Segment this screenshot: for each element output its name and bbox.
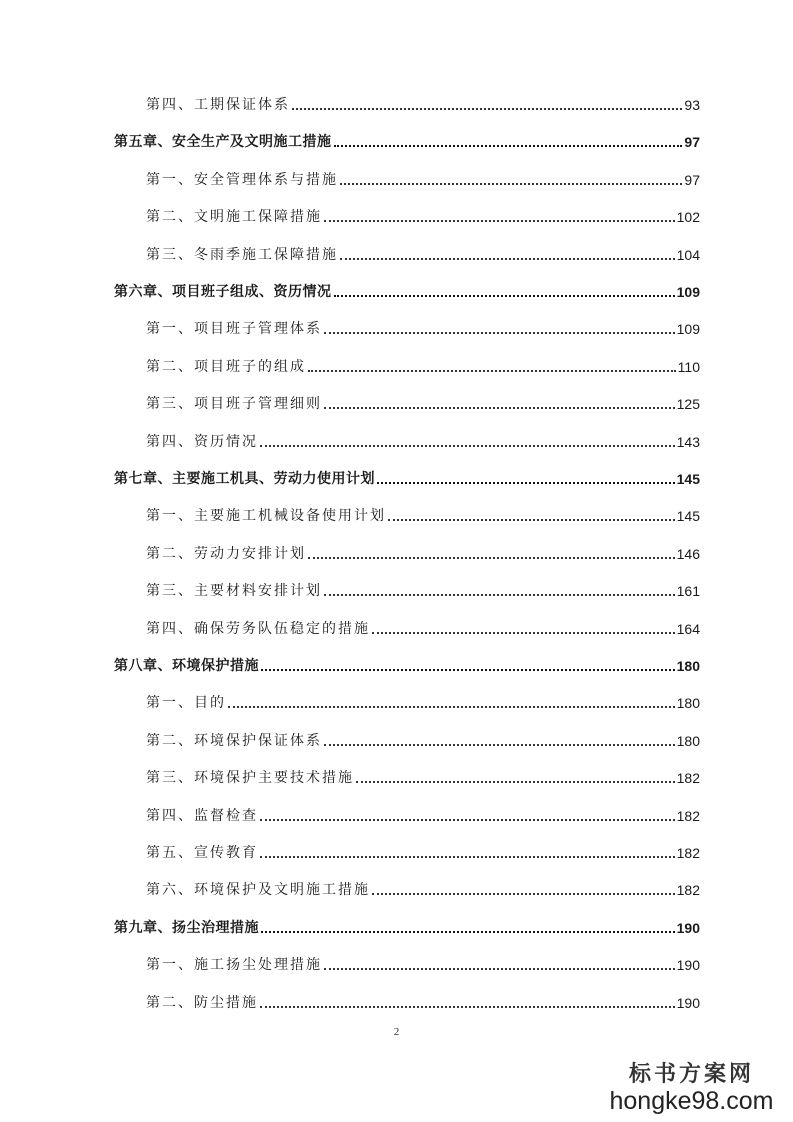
toc-dot-leader [334,295,675,297]
toc-entry-page: 182 [676,808,700,824]
toc-entry-label: 第九章、扬尘治理措施 [114,920,259,936]
toc-entry-page: 109 [676,284,700,300]
toc-entry-label: 第一、安全管理体系与措施 [146,172,338,188]
toc-entry-label: 第七章、主要施工机具、劳动力使用计划 [114,471,375,487]
toc-entry-label: 第五章、安全生产及文明施工措施 [114,134,332,150]
toc-entry-page: 180 [676,695,700,711]
toc-dot-leader [308,557,675,559]
toc-section-entry[interactable] [146,728,700,750]
toc-entry-label: 第一、施工扬尘处理措施 [146,957,322,973]
toc-dot-leader [334,145,683,147]
toc-entry-label: 第一、项目班子管理体系 [146,321,322,337]
toc-entry-page: 161 [676,583,700,599]
toc-entry-label: 第二、防尘措施 [146,995,258,1011]
toc-entry-page: 180 [676,658,700,674]
toc-entry-page: 109 [676,321,700,337]
toc-entry-label: 第一、主要施工机械设备使用计划 [146,508,386,524]
watermark-title: 标书方案网 [628,1061,754,1087]
toc-entry-label: 第二、项目班子的组成 [146,359,306,375]
toc-dot-leader [340,258,675,260]
watermark-url: hongke98.com [609,1087,774,1115]
toc-entry-page: 190 [676,995,700,1011]
toc-section-entry[interactable] [146,316,700,338]
toc-entry-page: 97 [684,134,700,150]
toc-dot-leader [340,183,682,185]
toc-entry-label: 第五、宣传教育 [146,845,258,861]
toc-entry-page: 102 [676,209,700,225]
toc-entry-page: 146 [676,546,700,562]
toc-entry-page: 110 [677,359,700,375]
toc-entry-label: 第一、目的 [146,695,226,711]
toc-section-entry[interactable] [146,952,700,974]
toc-section-entry[interactable] [146,503,700,525]
page-number: 2 [393,1026,400,1038]
toc-entry-label: 第二、环境保护保证体系 [146,733,322,749]
toc-entry-page: 145 [676,471,700,487]
toc-entry-label: 第四、资历情况 [146,434,258,450]
toc-chapter-entry[interactable] [114,279,700,301]
toc-dot-leader [324,407,675,409]
toc-dot-leader [260,819,675,821]
toc-dot-leader [228,706,675,708]
toc-section-entry[interactable] [146,204,700,226]
toc-entry-label: 第八章、环境保护措施 [114,658,259,674]
toc-entry-page: 182 [676,845,700,861]
toc-section-entry[interactable] [146,354,700,376]
toc-section-entry[interactable] [146,92,700,114]
toc-entry-page: 164 [676,621,700,637]
toc-section-entry[interactable] [146,877,700,899]
toc-dot-leader [324,220,675,222]
toc-dot-leader [356,781,675,783]
toc-entry-label: 第三、项目班子管理细则 [146,396,322,412]
toc-entry-page: 190 [676,957,700,973]
toc-dot-leader [324,744,675,746]
toc-dot-leader [372,893,675,895]
toc-section-entry[interactable] [146,578,700,600]
toc-entry-page: 182 [676,770,700,786]
toc-section-entry[interactable] [146,429,700,451]
toc-dot-leader [324,594,675,596]
toc-chapter-entry[interactable] [114,466,700,488]
toc-dot-leader [261,931,675,933]
toc-entry-page: 145 [676,508,700,524]
toc-section-entry[interactable] [146,167,700,189]
toc-entry-page: 180 [676,733,700,749]
toc-entry-label: 第六、环境保护及文明施工措施 [146,882,370,898]
toc-entry-label: 第三、环境保护主要技术措施 [146,770,354,786]
toc-section-entry[interactable] [146,765,700,787]
toc-entry-label: 第四、确保劳务队伍稳定的措施 [146,621,370,637]
toc-chapter-entry[interactable] [114,915,700,937]
toc-entry-page: 182 [676,882,700,898]
toc-section-entry[interactable] [146,690,700,712]
toc-section-entry[interactable] [146,840,700,862]
toc-entry-label: 第二、文明施工保障措施 [146,209,322,225]
toc-chapter-entry[interactable] [114,129,700,151]
toc-section-entry[interactable] [146,242,700,264]
toc-entry-page: 190 [676,920,700,936]
toc-dot-leader [324,968,675,970]
toc-entry-page: 97 [684,172,700,188]
toc-entry-page: 125 [676,396,700,412]
toc-dot-leader [308,370,676,372]
toc-section-entry[interactable] [146,990,700,1012]
toc-entry-label: 第六章、项目班子组成、资历情况 [114,284,332,300]
toc-section-entry[interactable] [146,616,700,638]
toc-chapter-entry[interactable] [114,653,700,675]
toc-entry-label: 第四、工期保证体系 [146,97,290,113]
toc-entry-label: 第四、监督检查 [146,808,258,824]
toc-dot-leader [388,519,675,521]
toc-dot-leader [260,445,675,447]
toc-entry-label: 第二、劳动力安排计划 [146,546,306,562]
toc-dot-leader [292,108,682,110]
toc-dot-leader [260,856,675,858]
toc-entry-page: 104 [676,247,700,263]
toc-entry-page: 93 [684,97,700,113]
toc-dot-leader [324,332,675,334]
toc-section-entry[interactable] [146,803,700,825]
toc-dot-leader [372,632,675,634]
toc-section-entry[interactable] [146,541,700,563]
toc-entry-label: 第三、冬雨季施工保障措施 [146,247,338,263]
watermark-logo [604,1057,779,1114]
toc-dot-leader [261,669,675,671]
toc-section-entry[interactable] [146,391,700,413]
toc-dot-leader [260,1006,675,1008]
toc-entry-label: 第三、主要材料安排计划 [146,583,322,599]
toc-entry-page: 143 [676,434,700,450]
toc-dot-leader [377,482,675,484]
